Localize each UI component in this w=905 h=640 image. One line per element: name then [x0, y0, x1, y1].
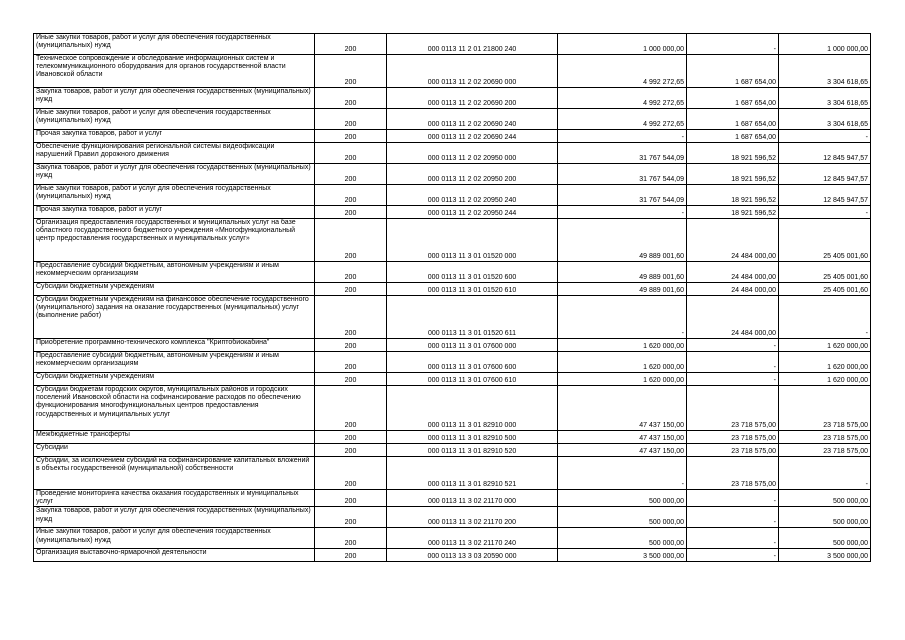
name-cell: Предоставление субсидий бюджетным, автономным учреждениям и иным некоммерческим организациям [34, 262, 315, 283]
line-code-cell: 200 [315, 339, 387, 352]
name-cell: Проведение мониторинга качества оказания государственных и муниципальных услуг [34, 490, 315, 507]
approved-amount-cell: 4 992 272,65 [558, 55, 687, 88]
executed-amount-cell: 24 484 000,00 [687, 219, 779, 262]
executed-amount-cell: - [687, 528, 779, 549]
line-code-cell: 200 [315, 130, 387, 143]
remaining-amount-cell: 12 845 947,57 [779, 143, 871, 164]
executed-amount-cell: 18 921 596,52 [687, 143, 779, 164]
budget-code-cell: 000 0113 11 2 02 20950 200 [387, 164, 558, 185]
name-cell: Иные закупки товаров, работ и услуг для обеспечения государственных (муниципальных) нужд [34, 528, 315, 549]
line-code-cell: 200 [315, 143, 387, 164]
approved-amount-cell: - [558, 130, 687, 143]
executed-amount-cell: 1 687 654,00 [687, 55, 779, 88]
approved-amount-cell: - [558, 296, 687, 339]
executed-amount-cell: 24 484 000,00 [687, 296, 779, 339]
budget-code-cell: 000 0113 11 3 02 21170 200 [387, 507, 558, 528]
executed-amount-cell: 1 687 654,00 [687, 88, 779, 109]
executed-amount-cell: 18 921 596,52 [687, 206, 779, 219]
executed-amount-cell: 23 718 575,00 [687, 386, 779, 431]
budget-code-cell: 000 0113 11 2 02 20690 240 [387, 109, 558, 130]
approved-amount-cell: 1 620 000,00 [558, 339, 687, 352]
name-cell: Иные закупки товаров, работ и услуг для обеспечения государственных (муниципальных) нужд [34, 185, 315, 206]
table-row [34, 296, 871, 339]
approved-amount-cell: 1 000 000,00 [558, 34, 687, 55]
budget-code-cell: 000 0113 11 3 01 01520 600 [387, 262, 558, 283]
executed-amount-cell: 23 718 575,00 [687, 431, 779, 444]
approved-amount-cell: 31 767 544,09 [558, 164, 687, 185]
approved-amount-cell: 4 992 272,65 [558, 109, 687, 130]
approved-amount-cell: 49 889 001,60 [558, 283, 687, 296]
name-cell: Субсидии бюджетам городских округов, муниципальных районов и городских поселений Ивановской области на софинансирование расходов по обеспечению функционирования многофункциональных центров предоставления государственных и муниципальных услуг [34, 386, 315, 431]
executed-amount-cell: - [687, 352, 779, 373]
approved-amount-cell: - [558, 457, 687, 490]
remaining-amount-cell: 23 718 575,00 [779, 444, 871, 457]
remaining-amount-cell: 500 000,00 [779, 490, 871, 507]
executed-amount-cell: - [687, 549, 779, 562]
remaining-amount-cell: 1 620 000,00 [779, 373, 871, 386]
table-row [34, 206, 871, 219]
budget-code-cell: 000 0113 11 3 01 07600 600 [387, 352, 558, 373]
name-cell: Обеспечение функционирования региональной системы видеофиксации нарушений Правил дорожного движения [34, 143, 315, 164]
name-cell: Субсидии, за исключением субсидий на софинансирование капитальных вложений в объекты государственной (муниципальной) собственности [34, 457, 315, 490]
line-code-cell: 200 [315, 549, 387, 562]
table-row [34, 352, 871, 373]
name-cell: Прочая закупка товаров, работ и услуг [34, 130, 315, 143]
name-cell: Приобретение программно-технического комплекса "Криптобиокабина" [34, 339, 315, 352]
remaining-amount-cell: 500 000,00 [779, 507, 871, 528]
approved-amount-cell: 47 437 150,00 [558, 431, 687, 444]
table-row [34, 109, 871, 130]
budget-code-cell: 000 0113 11 3 01 82910 000 [387, 386, 558, 431]
executed-amount-cell: 23 718 575,00 [687, 457, 779, 490]
remaining-amount-cell: 25 405 001,60 [779, 262, 871, 283]
budget-table-body [34, 34, 871, 562]
remaining-amount-cell: - [779, 296, 871, 339]
line-code-cell: 200 [315, 283, 387, 296]
name-cell: Техническое сопровождение и обследование информационных систем и телекоммуникационного оборудования для органов государственной власти Ивановской области [34, 55, 315, 88]
table-row [34, 164, 871, 185]
budget-code-cell: 000 0113 11 2 02 20690 000 [387, 55, 558, 88]
table-row [34, 444, 871, 457]
name-cell: Межбюджетные трансферты [34, 431, 315, 444]
remaining-amount-cell: - [779, 206, 871, 219]
table-row [34, 88, 871, 109]
table-row [34, 34, 871, 55]
table-row [34, 549, 871, 562]
line-code-cell: 200 [315, 206, 387, 219]
remaining-amount-cell: 23 718 575,00 [779, 431, 871, 444]
table-row [34, 490, 871, 507]
line-code-cell: 200 [315, 185, 387, 206]
name-cell: Организация выставочно-ярмарочной деятельности [34, 549, 315, 562]
remaining-amount-cell: 3 304 618,65 [779, 55, 871, 88]
name-cell: Закупка товаров, работ и услуг для обеспечения государственных (муниципальных) нужд [34, 88, 315, 109]
line-code-cell: 200 [315, 296, 387, 339]
line-code-cell: 200 [315, 444, 387, 457]
approved-amount-cell: 31 767 544,09 [558, 143, 687, 164]
line-code-cell: 200 [315, 457, 387, 490]
budget-code-cell: 000 0113 11 3 01 82910 521 [387, 457, 558, 490]
table-row [34, 283, 871, 296]
table-row [34, 386, 871, 431]
approved-amount-cell: 500 000,00 [558, 490, 687, 507]
line-code-cell: 200 [315, 431, 387, 444]
executed-amount-cell: - [687, 507, 779, 528]
name-cell: Закупка товаров, работ и услуг для обеспечения государственных (муниципальных) нужд [34, 164, 315, 185]
name-cell: Прочая закупка товаров, работ и услуг [34, 206, 315, 219]
remaining-amount-cell: - [779, 130, 871, 143]
budget-code-cell: 000 0113 11 2 02 20690 244 [387, 130, 558, 143]
table-row [34, 339, 871, 352]
executed-amount-cell: 23 718 575,00 [687, 444, 779, 457]
name-cell: Иные закупки товаров, работ и услуг для обеспечения государственных (муниципальных) нужд [34, 109, 315, 130]
remaining-amount-cell: 12 845 947,57 [779, 164, 871, 185]
budget-code-cell: 000 0113 11 3 02 21170 240 [387, 528, 558, 549]
executed-amount-cell: - [687, 490, 779, 507]
executed-amount-cell: 18 921 596,52 [687, 164, 779, 185]
approved-amount-cell: 31 767 544,09 [558, 185, 687, 206]
line-code-cell: 200 [315, 528, 387, 549]
line-code-cell: 200 [315, 490, 387, 507]
approved-amount-cell: 3 500 000,00 [558, 549, 687, 562]
table-row [34, 431, 871, 444]
approved-amount-cell: 500 000,00 [558, 528, 687, 549]
approved-amount-cell: 4 992 272,65 [558, 88, 687, 109]
approved-amount-cell: 1 620 000,00 [558, 373, 687, 386]
name-cell: Организация предоставления государственных и муниципальных услуг на базе областного государственного бюджетного учреждения «Многофункциональный центр предоставления государственных и муниципальных услуг» [34, 219, 315, 262]
line-code-cell: 200 [315, 88, 387, 109]
approved-amount-cell: 1 620 000,00 [558, 352, 687, 373]
name-cell: Субсидии [34, 444, 315, 457]
line-code-cell: 200 [315, 262, 387, 283]
approved-amount-cell: 49 889 001,60 [558, 262, 687, 283]
line-code-cell: 200 [315, 352, 387, 373]
remaining-amount-cell: 500 000,00 [779, 528, 871, 549]
remaining-amount-cell: 3 500 000,00 [779, 549, 871, 562]
remaining-amount-cell: 1 000 000,00 [779, 34, 871, 55]
remaining-amount-cell: 3 304 618,65 [779, 109, 871, 130]
budget-code-cell: 000 0113 11 3 01 07600 000 [387, 339, 558, 352]
name-cell: Субсидии бюджетным учреждениям [34, 283, 315, 296]
line-code-cell: 200 [315, 55, 387, 88]
remaining-amount-cell: 1 620 000,00 [779, 339, 871, 352]
approved-amount-cell: 47 437 150,00 [558, 386, 687, 431]
executed-amount-cell: - [687, 339, 779, 352]
executed-amount-cell: 24 484 000,00 [687, 283, 779, 296]
line-code-cell: 200 [315, 219, 387, 262]
budget-code-cell: 000 0113 11 2 02 20950 000 [387, 143, 558, 164]
name-cell: Иные закупки товаров, работ и услуг для обеспечения государственных (муниципальных) нужд [34, 34, 315, 55]
table-row [34, 143, 871, 164]
table-row [34, 185, 871, 206]
budget-code-cell: 000 0113 11 2 02 20950 244 [387, 206, 558, 219]
remaining-amount-cell: 3 304 618,65 [779, 88, 871, 109]
executed-amount-cell: 1 687 654,00 [687, 130, 779, 143]
table-row [34, 457, 871, 490]
budget-code-cell: 000 0113 11 3 01 01520 610 [387, 283, 558, 296]
name-cell: Предоставление субсидий бюджетным, автономным учреждениям и иным некоммерческим организациям [34, 352, 315, 373]
approved-amount-cell: 500 000,00 [558, 507, 687, 528]
remaining-amount-cell: 25 405 001,60 [779, 283, 871, 296]
budget-code-cell: 000 0113 11 3 01 01520 611 [387, 296, 558, 339]
remaining-amount-cell: - [779, 457, 871, 490]
remaining-amount-cell: 1 620 000,00 [779, 352, 871, 373]
remaining-amount-cell: 25 405 001,60 [779, 219, 871, 262]
table-row [34, 55, 871, 88]
executed-amount-cell: 1 687 654,00 [687, 109, 779, 130]
table-row [34, 507, 871, 528]
budget-code-cell: 000 0113 11 2 01 21800 240 [387, 34, 558, 55]
executed-amount-cell: 24 484 000,00 [687, 262, 779, 283]
budget-code-cell: 000 0113 11 2 02 20690 200 [387, 88, 558, 109]
name-cell: Субсидии бюджетным учреждениям [34, 373, 315, 386]
name-cell: Субсидии бюджетным учреждениям на финансовое обеспечение государственного (муниципального) задания на оказание государственных (муниципальных) услуг (выполнение работ) [34, 296, 315, 339]
line-code-cell: 200 [315, 386, 387, 431]
budget-code-cell: 000 0113 11 3 02 21170 000 [387, 490, 558, 507]
budget-code-cell: 000 0113 11 3 01 07600 610 [387, 373, 558, 386]
name-cell: Закупка товаров, работ и услуг для обеспечения государственных (муниципальных) нужд [34, 507, 315, 528]
approved-amount-cell: 47 437 150,00 [558, 444, 687, 457]
line-code-cell: 200 [315, 164, 387, 185]
executed-amount-cell: - [687, 34, 779, 55]
approved-amount-cell: 49 889 001,60 [558, 219, 687, 262]
line-code-cell: 200 [315, 109, 387, 130]
line-code-cell: 200 [315, 373, 387, 386]
budget-code-cell: 000 0113 13 3 03 20590 000 [387, 549, 558, 562]
executed-amount-cell: - [687, 373, 779, 386]
budget-code-cell: 000 0113 11 3 01 01520 000 [387, 219, 558, 262]
table-row [34, 130, 871, 143]
budget-code-cell: 000 0113 11 3 01 82910 500 [387, 431, 558, 444]
table-row [34, 219, 871, 262]
remaining-amount-cell: 12 845 947,57 [779, 185, 871, 206]
table-row [34, 262, 871, 283]
table-row [34, 373, 871, 386]
budget-code-cell: 000 0113 11 3 01 82910 520 [387, 444, 558, 457]
line-code-cell: 200 [315, 34, 387, 55]
budget-code-cell: 000 0113 11 2 02 20950 240 [387, 185, 558, 206]
executed-amount-cell: 18 921 596,52 [687, 185, 779, 206]
remaining-amount-cell: 23 718 575,00 [779, 386, 871, 431]
approved-amount-cell: - [558, 206, 687, 219]
line-code-cell: 200 [315, 507, 387, 528]
budget-table [33, 33, 871, 562]
table-row [34, 528, 871, 549]
